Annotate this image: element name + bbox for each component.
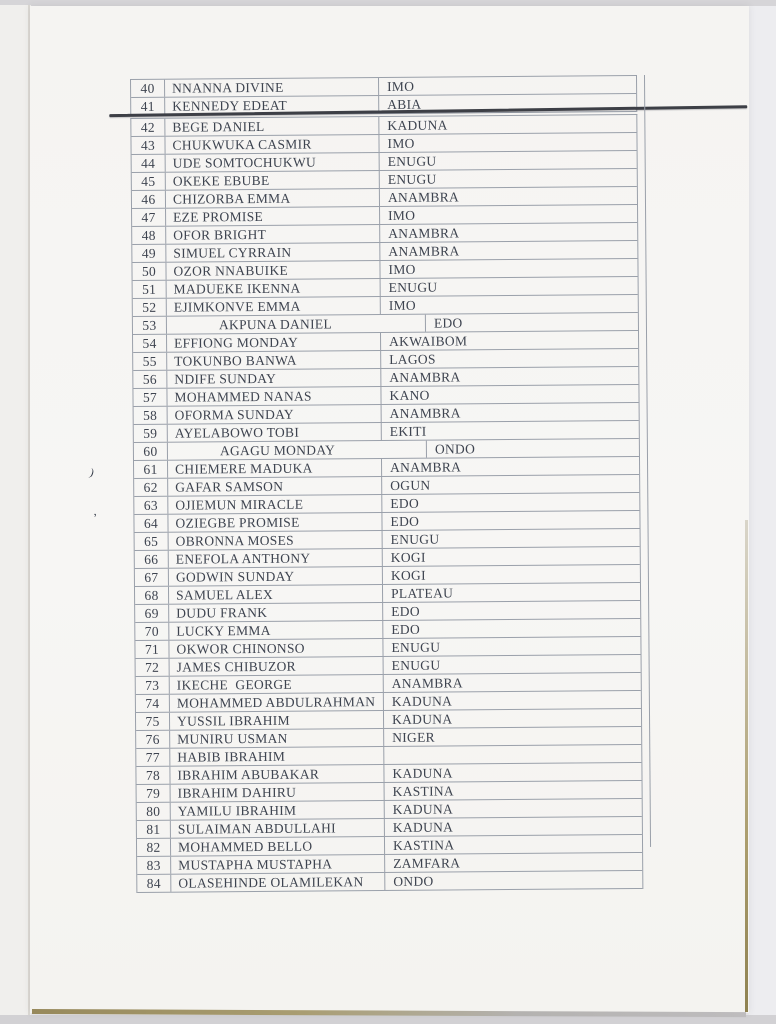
roster-table-main: [130, 114, 643, 893]
outer-right-rule: [644, 75, 651, 847]
candidate-name: OKEKE EBUBE: [166, 171, 380, 190]
candidate-name: AKPUNA DANIEL: [167, 315, 426, 334]
row-number: 47: [132, 209, 166, 226]
state-name: ANAMBRA: [389, 405, 461, 421]
candidate-name: GAFAR SAMSON: [168, 477, 382, 496]
candidate-name: OFORMA SUNDAY: [168, 405, 382, 424]
candidate-name: IKECHE GEORGE: [170, 675, 384, 694]
state-name: ENUGU: [388, 279, 438, 295]
state-name: ENUGU: [387, 171, 437, 187]
state-name: ONDO: [434, 441, 476, 457]
candidate-name: TOKUNBO BANWA: [167, 351, 381, 370]
candidate-name: OZIEGBE PROMISE: [168, 513, 382, 532]
row-number: 46: [132, 191, 166, 208]
candidate-name: ENEFOLA ANTHONY: [169, 549, 383, 568]
row-number: 42: [131, 119, 165, 136]
row-number: 41: [131, 98, 165, 115]
candidate-name: SULAIMAN ABDULLAHI: [171, 819, 385, 838]
row-number: 61: [134, 461, 168, 478]
state-name: LAGOS: [389, 351, 436, 367]
roster-sheet: [130, 74, 776, 891]
candidate-name: EFFIONG MONDAY: [167, 333, 381, 352]
row-number: 82: [137, 839, 171, 856]
row-number: 72: [136, 659, 170, 676]
state-name: ONDO: [393, 873, 434, 889]
row-number: 55: [133, 353, 167, 370]
row-number: 76: [136, 731, 170, 748]
scanned-page: [30, 6, 749, 1013]
candidate-name: OFOR BRIGHT: [166, 225, 380, 244]
table-row: [137, 871, 642, 893]
row-number: 43: [131, 137, 165, 154]
state-name: KOGI: [390, 549, 426, 565]
candidate-name: NDIFE SUNDAY: [167, 369, 381, 388]
state-name: ENUGU: [391, 657, 441, 673]
row-number: 50: [132, 263, 166, 280]
state-name: ANAMBRA: [391, 675, 463, 691]
row-number: 73: [136, 677, 170, 694]
state-name: IMO: [388, 207, 416, 223]
state-name: ANAMBRA: [389, 369, 461, 385]
state-name: IMO: [388, 261, 416, 277]
candidate-name: HABIB IBRAHIM: [170, 747, 384, 766]
row-number: 53: [133, 317, 167, 334]
state-name: PLATEAU: [390, 585, 454, 601]
candidate-name: MUSTAPHA MUSTAPHA: [171, 855, 385, 874]
state-name: KADUNA: [392, 765, 453, 781]
candidate-name: UDE SOMTOCHUKWU: [166, 153, 380, 172]
ink-mark: ,: [91, 503, 98, 519]
candidate-name: MOHAMMED BELLO: [171, 837, 385, 856]
row-number: 65: [135, 533, 169, 550]
row-number: 78: [136, 767, 170, 784]
candidate-name: NNANNA DIVINE: [165, 78, 379, 97]
candidate-name: IBRAHIM DAHIRU: [171, 783, 385, 802]
candidate-name: GODWIN SUNDAY: [169, 567, 383, 586]
state-name: IMO: [387, 78, 415, 94]
candidate-name: AYELABOWO TOBI: [168, 423, 382, 442]
row-number: 69: [135, 605, 169, 622]
row-number: 60: [134, 443, 168, 460]
state-name: ANAMBRA: [390, 459, 462, 475]
row-number: 56: [133, 371, 167, 388]
row-number: 68: [135, 587, 169, 604]
state-name: EKITI: [389, 423, 427, 439]
state-name: AKWAIBOM: [389, 333, 468, 349]
row-number: 48: [132, 227, 166, 244]
row-number: 81: [137, 821, 171, 838]
state-name: ENUGU: [390, 531, 440, 547]
state-name: ANAMBRA: [388, 243, 460, 259]
candidate-name: OLASEHINDE OLAMILEKAN: [171, 873, 385, 892]
row-number: 54: [133, 335, 167, 352]
row-number: 67: [135, 569, 169, 586]
photo-background-left: [0, 5, 31, 1024]
candidate-name: BEGE DANIEL: [165, 117, 379, 136]
candidate-name: YAMILU IBRAHIM: [171, 801, 385, 820]
candidate-name: CHIEMERE MADUKA: [168, 459, 382, 478]
row-number: 49: [132, 245, 166, 262]
candidate-name: MADUEKE IKENNA: [167, 279, 381, 298]
state-name: ENUGU: [391, 639, 441, 655]
state-name: EDO: [391, 603, 420, 619]
row-number: 75: [136, 713, 170, 730]
state-name: KADUNA: [391, 693, 453, 709]
state-name: KASTINA: [392, 837, 455, 853]
state-name: ABIA: [387, 96, 422, 112]
state-name: KOGI: [390, 567, 426, 583]
candidate-name: OZOR NNABUIKE: [166, 261, 380, 280]
candidate-name: SIMUEL CYRRAIN: [166, 243, 380, 262]
row-number: 51: [133, 281, 167, 298]
state-name: EDO: [433, 315, 463, 331]
state-name: EDO: [391, 621, 421, 637]
candidate-name: OKWOR CHINONSO: [169, 639, 383, 658]
state-name: EDO: [390, 513, 420, 529]
candidate-name: CHUKWUKA CASMIR: [165, 135, 379, 154]
row-number: 74: [136, 695, 170, 712]
state-name: IMO: [387, 135, 415, 151]
state-name: KADUNA: [392, 801, 454, 817]
row-number: 70: [135, 623, 169, 640]
candidate-name: DUDU FRANK: [169, 603, 383, 622]
row-number: 63: [134, 497, 168, 514]
state-name: IMO: [388, 297, 417, 313]
state-name: NIGER: [392, 729, 435, 745]
state-name: KADUNA: [387, 117, 448, 133]
candidate-name: EZE PROMISE: [166, 207, 380, 226]
row-number: 52: [133, 299, 167, 316]
row-number: 45: [132, 173, 166, 190]
state-name: KASTINA: [392, 783, 455, 799]
candidate-name: MOHAMMED ABDULRAHMAN: [170, 693, 384, 712]
row-number: 64: [134, 515, 168, 532]
row-number: 59: [134, 425, 168, 442]
candidate-name: SAMUEL ALEX: [169, 585, 383, 604]
candidate-name: IBRAHIM ABUBAKAR: [170, 765, 384, 784]
row-number: 77: [136, 749, 170, 766]
row-number: 84: [137, 875, 171, 892]
candidate-name: EJIMKONVE EMMA: [167, 297, 381, 316]
state-name: KANO: [389, 387, 430, 403]
ink-mark: ): [88, 466, 96, 480]
row-number: 57: [133, 389, 167, 406]
state-name: ANAMBRA: [388, 225, 460, 241]
candidate-name: LUCKY EMMA: [169, 621, 383, 640]
state-name: OGUN: [390, 477, 431, 493]
candidate-name: AGAGU MONDAY: [168, 441, 427, 460]
row-number: 80: [137, 803, 171, 820]
candidate-name: OBRONNA MOSES: [169, 531, 383, 550]
state-name: ENUGU: [387, 153, 437, 169]
candidate-name: CHIZORBA EMMA: [166, 189, 380, 208]
state-name: KADUNA: [392, 819, 454, 835]
candidate-name: YUSSIL IBRAHIM: [170, 711, 384, 730]
candidate-name: KENNEDY EDEAT: [165, 96, 379, 115]
row-number: 40: [131, 80, 165, 97]
state-name: ZAMFARA: [393, 855, 461, 871]
state-name: [384, 745, 641, 764]
row-number: 71: [135, 641, 169, 658]
state-name: EDO: [390, 495, 420, 511]
state-name: ANAMBRA: [387, 189, 460, 205]
row-number: 62: [134, 479, 168, 496]
candidate-name: MUNIRU USMAN: [170, 729, 384, 748]
candidate-name: JAMES CHIBUZOR: [170, 657, 384, 676]
row-number: 58: [134, 407, 168, 424]
candidate-name: MOHAMMED NANAS: [167, 387, 381, 406]
candidate-name: OJIEMUN MIRACLE: [168, 495, 382, 514]
row-number: 79: [137, 785, 171, 802]
row-number: 44: [132, 155, 166, 172]
state-name: KADUNA: [391, 711, 453, 727]
paper-right-edge: [745, 520, 748, 1012]
row-number: 83: [137, 857, 171, 874]
row-number: 66: [135, 551, 169, 568]
